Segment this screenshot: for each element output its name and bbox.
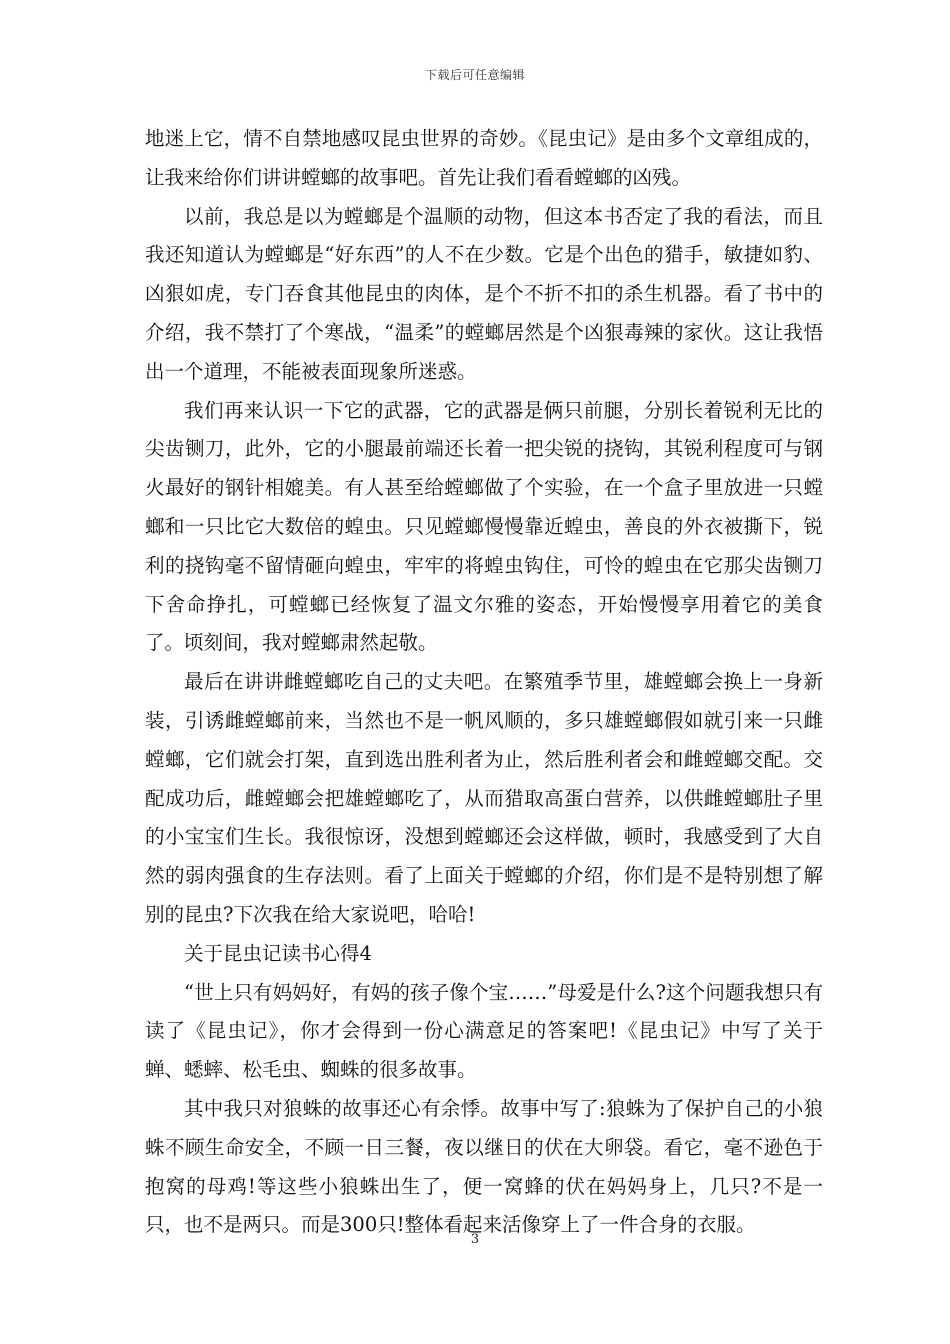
page-header-note: 下载后可任意编辑 [424, 68, 525, 82]
paragraph-3: 我们再来认识一下它的武器，它的武器是俩只前腿，分别长着锐利无比的尖齿铡刀，此外，它的小腿最前端还长着一把尖锐的挠钩，其锐利程度可与钢火最好的钢针相媲美。有人甚至给螳螂做了个实验，在一个盒子里放进一只螳螂和一只比它大数倍的蝗虫。只见螳螂慢慢靠近蝗虫，善良的外衣被撕下，锐利的挠钩毫不留情砸向蝗虫，牢牢的将蝗虫钩住，可怜的蝗虫在它那尖齿铡刀下舍命挣扎，可螳螂已经恢复了温文尔雅的姿态，开始慢慢享用着它的美食了。顷刻间，我对螳螂肃然起敬。 [145, 398, 823, 655]
paragraph-4: 最后在讲讲雌螳螂吃自己的丈夫吧。在繁殖季节里，雄螳螂会换上一身新装，引诱雌螳螂前来，当然也不是一帆风顺的，多只雄螳螂假如就引来一只雌螳螂，它们就会打架，直到选出胜利者为止，然后胜利者会和雌螳螂交配。交配成功后，雌螳螂会把雄螳螂吃了，从而猎取高蛋白营养，以供雌螳螂肚子里的小宝宝们生长。我很惊讶，没想到螳螂还会这样做，顿时，我感受到了大自然的弱肉强食的生存法则。看了上面关于螳螂的介绍，你们是不是特别想了解别的昆虫?下次我在给大家说吧，哈哈! [145, 670, 823, 926]
paragraph-5: “世上只有妈妈好，有妈的孩子像个宝……”母爱是什么?这个问题我想只有读了《昆虫记》，你才会得到一份心满意足的答案吧!《昆虫记》中写了关于蝉、蟋蟀、松毛虫、蜘蛛的很多故事。 [145, 980, 823, 1082]
document-body [145, 120, 823, 1245]
paragraph-2: 以前，我总是以为螳螂是个温顺的动物，但这本书否定了我的看法，而且我还知道认为螳螂是“好东西”的人不在少数。它是个出色的猎手，敏捷如豹、凶狠如虎，专门吞食其他昆虫的肉体，是个不折不扣的杀生机器。看了书中的介绍，我不禁打了个寒战，“温柔”的螳螂居然是个凶狠毒辣的家伙。这让我悟出一个道理，不能被表面现象所迷惑。 [145, 204, 823, 383]
page-number: 3 [470, 1232, 480, 1247]
paragraph-6: 其中我只对狼蛛的故事还心有余悸。故事中写了:狼蛛为了保护自己的小狼蛛不顾生命安全，不顾一日三餐，夜以继日的伏在大卵袋。看它，毫不逊色于抱窝的母鸡!等这些小狼蛛出生了，便一窝蜂的伏在妈妈身上，几只?不是一只，也不是两只。而是300只!整体看起来活像穿上了一件合身的衣服。 [145, 1096, 823, 1237]
section-heading: 关于昆虫记读书心得4 [184, 941, 372, 965]
paragraph-1: 地迷上它，情不自禁地感叹昆虫世界的奇妙。《昆虫记》是由多个文章组成的，让我来给你们讲讲螳螂的故事吧。首先让我们看看螳螂的凶残。 [145, 127, 823, 189]
